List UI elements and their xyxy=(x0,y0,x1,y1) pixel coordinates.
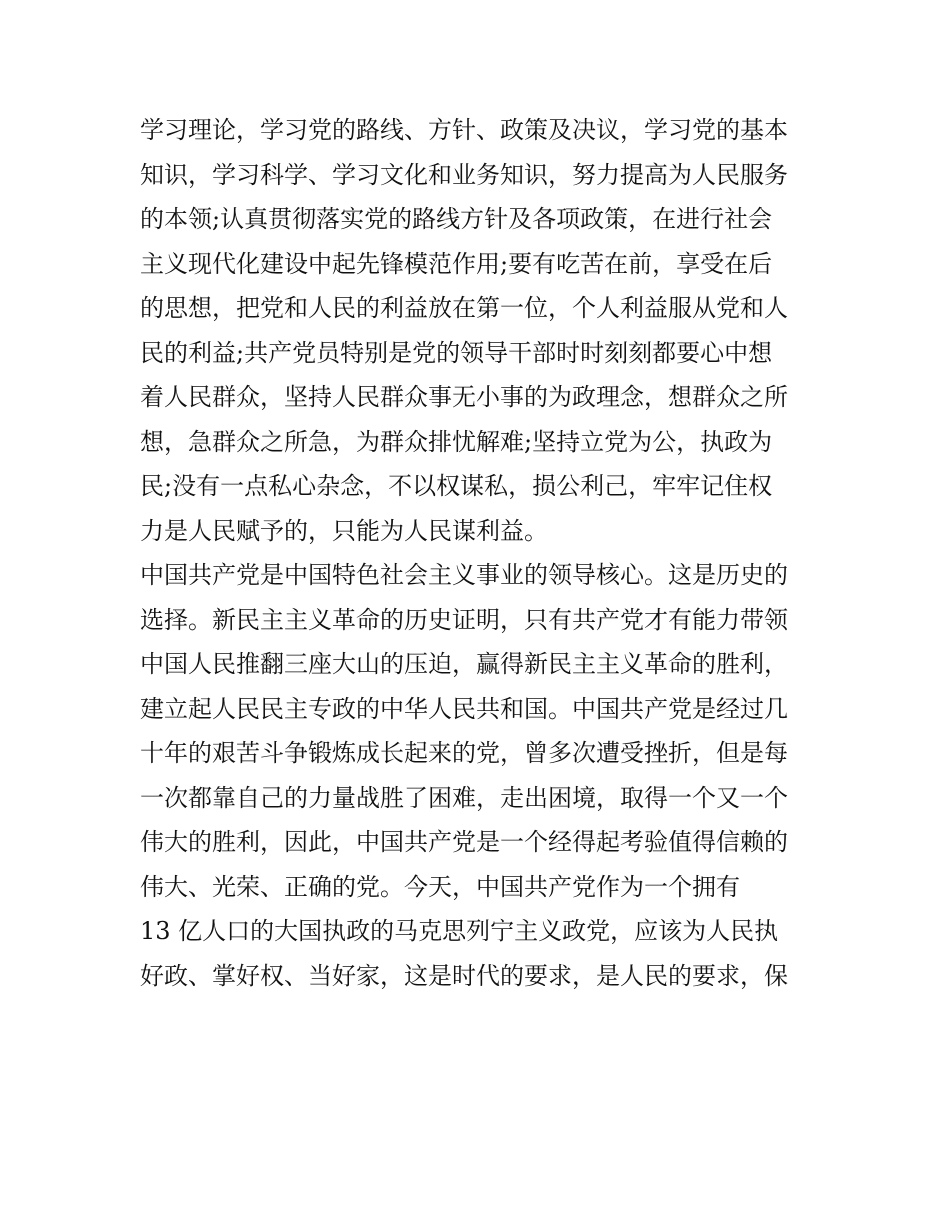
text-line: 力是人民赋予的，只能为人民谋利益。 xyxy=(140,516,548,545)
text-line: 伟大的胜利，因此，中国共产党是一个经得起考验值得信赖的 xyxy=(140,828,788,856)
text-line: 选择。新民主主义革命的历史证明，只有共产党才有能力带领 xyxy=(140,605,788,634)
text-line: 好政、掌好权、当好家，这是时代的要求，是人民的要求，保 xyxy=(140,961,788,990)
text-line: 想，急群众之所急，为群众排忧解难;坚持立党为公，执政为 xyxy=(140,427,773,456)
text-line: 学习理论，学习党的路线、方针、政策及决议，学习党的基本 xyxy=(140,116,788,144)
text-line: 伟大、光荣、正确的党。今天，中国共产党作为一个拥有 xyxy=(140,872,740,901)
text-line: 民的利益;共产党员特别是党的领导干部时时刻刻都要心中想 xyxy=(140,338,773,367)
text-line: 建立起人民民主专政的中华人民共和国。中国共产党是经过几 xyxy=(140,694,788,723)
text-line: 的思想，把党和人民的利益放在第一位，个人利益服从党和人 xyxy=(140,294,788,322)
text-line: 的本领;认真贯彻落实党的路线方针及各项政策，在进行社会 xyxy=(140,205,773,233)
text-line: 十年的艰苦斗争锻炼成长起来的党，曾多次遭受挫折，但是每 xyxy=(140,739,788,767)
text-line: 一次都靠自己的力量战胜了困难，走出困境，取得一个又一个 xyxy=(140,783,788,812)
text-line: 民;没有一点私心杂念，不以权谋私，损公利己，牢牢记住权 xyxy=(140,472,773,500)
text-line: 中国共产党是中国特色社会主义事业的领导核心。这是历史的 xyxy=(140,561,788,589)
text-line: 13 亿人口的大国执政的马克思列宁主义政党，应该为人民执 xyxy=(140,917,779,945)
body-text xyxy=(140,108,820,998)
text-line: 着人民群众，坚持人民群众事无小事的为政理念，想群众之所 xyxy=(140,383,788,411)
text-line: 知识，学习科学、学习文化和业务知识，努力提高为人民服务 xyxy=(140,160,788,189)
text-line: 主义现代化建设中起先锋模范作用;要有吃苦在前，享受在后 xyxy=(140,249,773,278)
text-line: 中国人民推翻三座大山的压迫，赢得新民主主义革命的胜利， xyxy=(140,650,788,678)
